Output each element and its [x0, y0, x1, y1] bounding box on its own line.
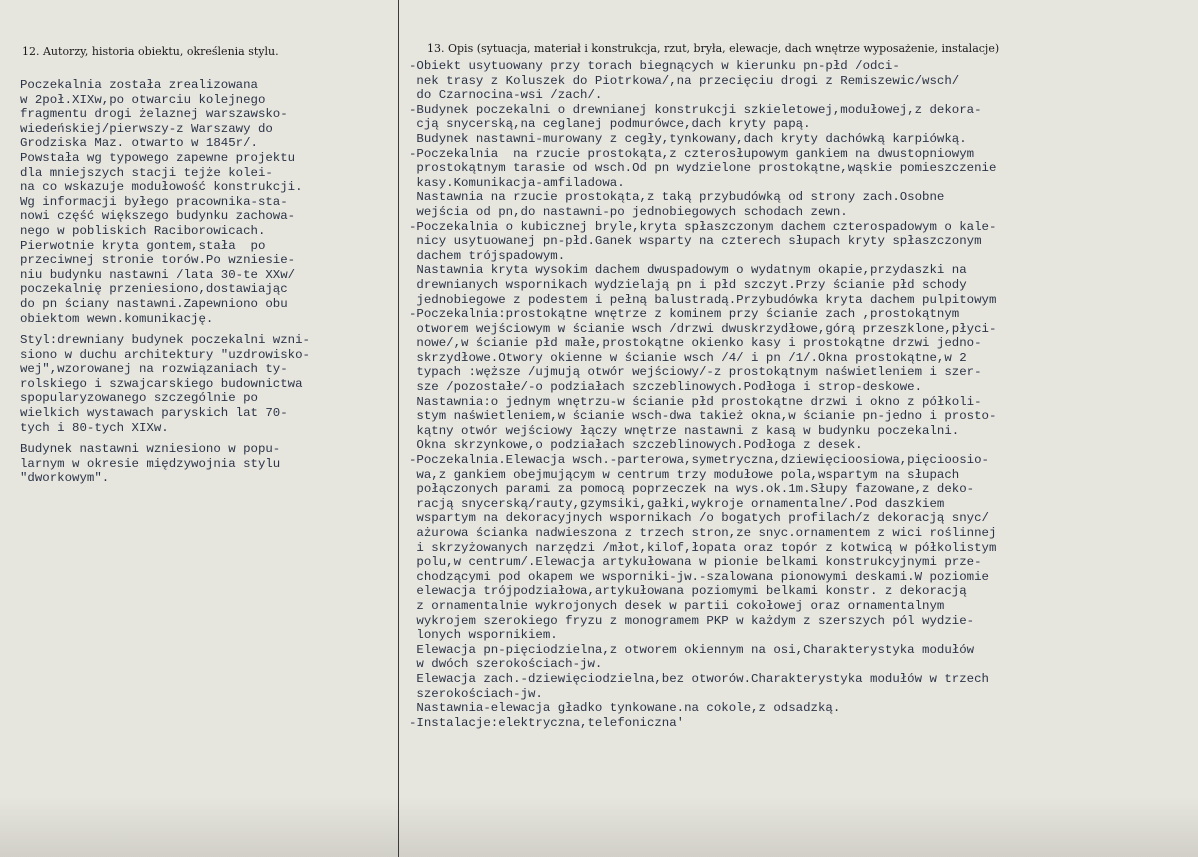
left-paragraph [20, 78, 396, 326]
text-line: nego w pobliskich Raciborowicach. [20, 223, 266, 238]
text-line: larnym w okresie międzywojnia stylu [20, 456, 281, 471]
text-line: cją snycerską,na ceglanej podmurówce,dach kryty papą. [409, 117, 811, 132]
text-line: dla mniejszych stacji tejże kolei- [20, 165, 273, 180]
text-line: Grodziska Maz. otwarto w 1845r/. [20, 136, 258, 151]
text-line: do Czarnocina-wsi /zach/. [409, 88, 603, 103]
text-line: do pn ściany nastawni.Zapewniono obu [20, 296, 288, 311]
text-line: niu budynku nastawni /lata 30-te XXw/ [20, 267, 296, 282]
text-line: Powstała wg typowego zapewne projektu [20, 150, 296, 165]
text-line: wej",wzorowanej na rozwiązaniach ty- [20, 362, 288, 377]
paragraph-gap [20, 435, 396, 442]
text-line: -Budynek poczekalni o drewnianej konstrukcji szkieletowej,modułowej,z dekora- [409, 102, 982, 117]
paragraph-gap [20, 326, 396, 333]
text-line: Okna skrzynkowe,o podziałach szczeblinowych.Podłoga z desek. [409, 438, 863, 453]
text-line: Nastawnia kryta wysokim dachem dwuspadowym o wydatnym okapie,przydaszki na [409, 263, 967, 278]
text-line: nicy usytuowanej pn-płd.Ganek wsparty na czterech słupach kryty spłaszczonym [409, 234, 982, 249]
text-line: lonych wspornikiem. [409, 628, 558, 643]
text-line: racją snycerską/rauty,gzymsiki,gałki,wykroje ornamentalne/.Pod daszkiem [409, 496, 945, 511]
left-paragraph [20, 442, 396, 486]
text-line: prostokątnym tarasie od wsch.Od pn wydzielone prostokątne,wąskie pomieszczenie [409, 161, 997, 176]
text-line: wielkich wystawach paryskich lat 70- [20, 406, 288, 421]
text-line: -Obiekt usytuowany przy torach biegnących w kierunku pn-płd /odci- [409, 59, 900, 73]
text-line: "dworkowym". [20, 471, 110, 486]
text-line: otworem wejściowym w ścianie wsch /drzwi dwuskrzydłowe,górą przeszklone,płyci- [409, 321, 997, 336]
text-line: siono w duchu architektury "uzdrowisko- [20, 347, 310, 362]
right-column-heading: 13. Opis (sytuacja, materiał i konstrukcja, rzut, bryła, elewacje, dach wnętrze wyposażenie, instalacje) [427, 42, 1000, 55]
text-line: chodzącymi pod okapem we wsporniki-jw.-szalowana pionowymi deskami.W poziomie [409, 569, 989, 584]
text-line: wspartym na dekoracyjnych wspornikach /o bogatych profilach/z dekoracją snyc/ [409, 511, 989, 526]
text-line: wiedeńskiej/pierwszy-z Warszawy do [20, 121, 273, 136]
text-line: typach :węższe /ujmują otwór wejściowy/-z prostokątnym naświetleniem i szer- [409, 365, 982, 380]
text-line: stym naświetleniem,w ścianie wsch-dwa takież okna,w ścianie pn-jedno i prosto- [409, 409, 997, 424]
text-line: Wg informacji byłego pracownika-sta- [20, 194, 288, 209]
text-line: -Poczekalnia o kubicznej bryle,kryta spłaszczonym dachem czterospadowym o kale- [409, 219, 997, 234]
text-line: Nastawnia-elewacja gładko tynkowane.na cokole,z odsadzką. [409, 701, 841, 716]
text-line: -Poczekalnia:prostokątne wnętrze z kominem przy ścianie zach ,prostokątnym [409, 307, 960, 322]
text-line: tych i 80-tych XIXw. [20, 420, 169, 435]
text-line: ażurowa ścianka nadwieszona z trzech stron,ze snyc.ornamentem z wici roślinnej [409, 526, 997, 540]
paper-shadow [0, 797, 1198, 857]
text-line: -Instalacje:elektryczna,telefoniczna' [409, 715, 685, 730]
text-line: poczekalnię przeniesiono,dostawiając [20, 282, 288, 297]
left-column-text [20, 78, 396, 486]
text-line: w dwóch szerokościach-jw. [409, 657, 603, 672]
text-line: rolskiego i szwajcarskiego budownictwa [20, 376, 303, 391]
text-line: kasy.Komunikacja-amfiladowa. [409, 175, 625, 190]
text-line: z ornamentalnie wykrojonych desek w partii cokołowej oraz ornamentalnym [409, 598, 945, 613]
text-line: dachem trójspadowym. [409, 248, 566, 263]
left-column-heading: 12. Autorzy, historia obiektu, określenia stylu. [22, 45, 279, 58]
text-line: przeciwnej stronie torów.Po wzniesie- [20, 253, 296, 268]
text-line: elewacja trójpodziałowa,artykułowana poziomymi belkami konstr. z dekoracją [409, 584, 967, 599]
text-line: i skrzyżowanych narzędzi /młot,kilof,łopata oraz topór z kotwicą w półkolistym [409, 540, 997, 555]
text-line: nowi część większego budynku zachowa- [20, 209, 296, 224]
left-paragraph [20, 333, 396, 435]
text-line: Budynek nastawni wzniesiono w popu- [20, 442, 281, 457]
text-line: sze /pozostałe/-o podziałach szczeblinowych.Podłoga i strop-deskowe. [409, 380, 923, 395]
text-line: fragmentu drogi żelaznej warszawsko- [20, 107, 288, 122]
text-line: Elewacja pn-pięciodzielna,z otworem okiennym na osi,Charakterystyka modułów [409, 642, 975, 657]
text-line: Poczekalnia została zrealizowana [20, 78, 258, 92]
text-line: połączonych parami za pomocą poprzeczek na wys.ok.1m.Słupy fazowane,z deko- [409, 482, 975, 497]
text-line: polu,w centrum/.Elewacja artykułowana w pionie belkami konstrukcyjnymi prze- [409, 555, 982, 570]
text-line: jednobiegowe z podestem i pełną balustradą.Przybudówka kryta dachem pulpitowym [409, 292, 997, 307]
text-line: -Poczekalnia na rzucie prostokąta,z czterosłupowym gankiem na dwustopniowym [409, 146, 975, 161]
text-line: wa,z gankiem obejmującym w centrum trzy modułowe pola,wspartym na słupach [409, 467, 960, 482]
text-line: w 2poł.XIXw,po otwarciu kolejnego [20, 92, 266, 107]
column-divider [398, 0, 399, 857]
text-line: drewnianych wspornikach wydzielają pn i płd szczyt.Przy ścianie płd schody [409, 277, 967, 292]
text-line: Styl:drewniany budynek poczekalni wzni- [20, 333, 310, 348]
text-line: Pierwotnie kryta gontem,stała po [20, 238, 266, 253]
text-line: -Poczekalnia.Elewacja wsch.-parterowa,symetryczna,dziewięcioosiowa,pięcioosio- [409, 453, 989, 468]
text-line: skrzydłowe.Otwory okienne w ścianie wsch /4/ i pn /1/.Okna prostokątne,w 2 [409, 350, 967, 365]
text-line: na co wskazuje modułowość konstrukcji. [20, 180, 303, 195]
right-column-text [409, 59, 1198, 730]
text-line: nek trasy z Koluszek do Piotrkowa/,na przecięciu drogi z Remiszewic/wsch/ [409, 73, 960, 88]
text-line: wejścia od pn,do nastawni-po jednobiegowych schodach zewn. [409, 204, 848, 219]
text-line: nowe/,w ścianie płd małe,prostokątne okienko kasy i prostokątne drzwi jedno- [409, 336, 982, 351]
text-line: Budynek nastawni-murowany z cegły,tynkowany,dach kryty dachówką karpiówką. [409, 131, 967, 146]
text-line: spopularyzowanego szczególnie po [20, 391, 258, 406]
text-line: Nastawnia na rzucie prostokąta,z taką przybudówką od strony zach.Osobne [409, 190, 945, 205]
text-line: szerokościach-jw. [409, 686, 543, 701]
text-line: wykrojem szerokiego fryzu z monogramem PKP w każdym z szerszych pól wydzie- [409, 613, 975, 628]
text-line: Elewacja zach.-dziewięciodzielna,bez otworów.Charakterystyka modułów w trzech [409, 671, 989, 686]
text-line: kątny otwór wejściowy łączy wnętrze nastawni z kasą w budynku poczekalni. [409, 423, 960, 438]
text-line: obiektom wewn.komunikację. [20, 311, 214, 326]
text-line: Nastawnia:o jednym wnętrzu-w ścianie płd prostokątne drzwi i okno z półkoli- [409, 394, 982, 409]
